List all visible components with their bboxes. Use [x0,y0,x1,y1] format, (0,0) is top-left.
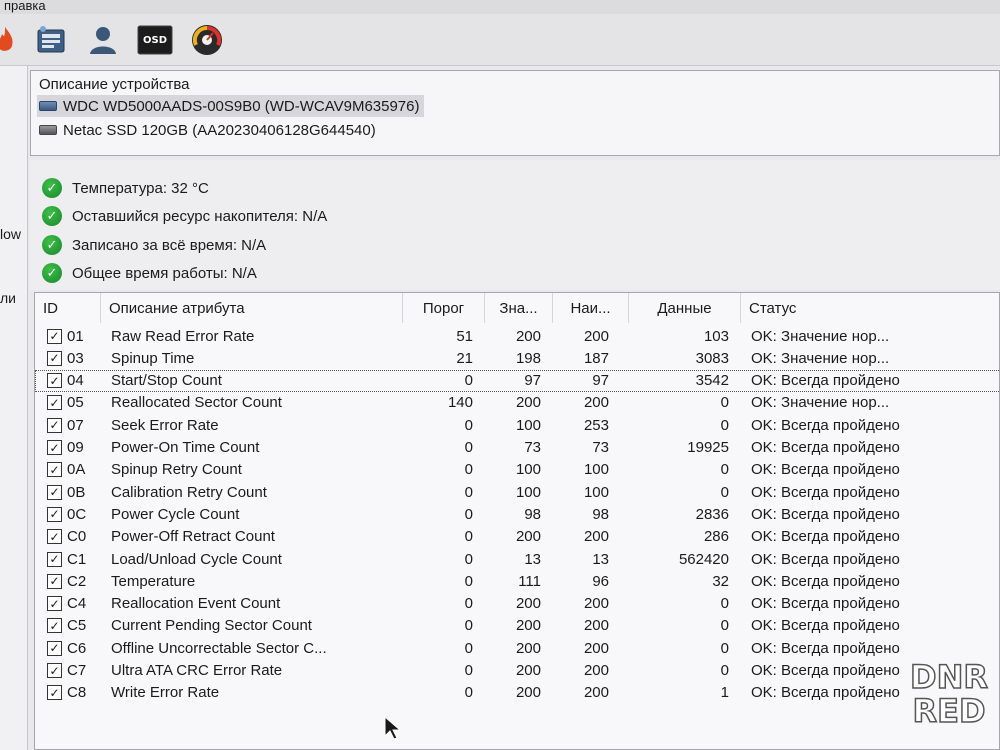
row-checkbox[interactable]: ✓ [47,462,62,477]
row-checkbox[interactable]: ✓ [47,395,62,410]
hdd-icon [39,101,57,111]
attribute-worst: 100 [583,461,609,479]
row-checkbox[interactable]: ✓ [47,529,62,544]
attribute-threshold: 21 [456,349,473,367]
cell-id [47,481,101,503]
attribute-worst: 200 [583,528,609,546]
attribute-id: 0A [67,461,86,479]
attribute-worst: 200 [583,617,609,635]
column-header[interactable]: Порог [403,293,485,323]
table-row[interactable] [35,615,1000,637]
menu-bar [0,0,1000,14]
attribute-raw-data: 19925 [687,439,729,456]
attribute-worst: 98 [592,505,609,523]
attribute-raw-data: 3542 [695,372,729,390]
row-checkbox[interactable]: ✓ [47,418,62,433]
cell-id [47,392,101,414]
table-row[interactable] [35,459,1000,481]
cell-id [47,548,101,570]
row-checkbox[interactable]: ✓ [47,440,62,455]
attribute-id: 0C [67,505,87,523]
row-checkbox[interactable]: ✓ [47,351,62,366]
attribute-worst: 187 [583,349,609,367]
attribute-raw-data: 2836 [695,505,729,523]
attribute-status: OK: Всегда пройдено [751,483,900,501]
attribute-name: Raw Read Error Rate [111,327,255,345]
attribute-threshold: 0 [464,595,473,613]
attribute-id: 0B [67,483,86,501]
row-checkbox[interactable]: ✓ [47,329,62,344]
watermark-logo [905,660,993,738]
device-label: Netac SSD 120GB (AA20230406128G644540) [63,121,376,139]
attribute-raw-data: 0 [720,394,729,412]
attribute-id: C0 [67,528,87,546]
device-item-wdc[interactable] [37,95,424,117]
table-row[interactable] [35,392,1000,414]
attribute-worst: 13 [592,550,609,568]
attribute-name: Power-On Time Count [111,439,260,456]
attribute-raw-data: 103 [703,327,729,345]
attribute-value: 100 [515,416,541,434]
status-temperature [42,177,209,199]
attribute-status: OK: Всегда пройдено [751,572,900,590]
check-icon: ✓ [42,206,62,226]
cell-id [47,459,101,481]
attribute-value: 98 [524,505,541,523]
disk-info-icon[interactable] [32,22,70,58]
ssd-icon [39,125,57,135]
attribute-value: 198 [515,349,541,367]
attribute-id: C5 [67,617,87,635]
attribute-status: OK: Всегда пройдено [751,372,900,390]
column-header[interactable]: ID [35,293,101,323]
cell-id [47,370,101,392]
attribute-status: OK: Значение нор... [751,327,890,345]
cell-id [47,637,101,659]
column-header[interactable]: Данные [629,293,741,323]
cell-id [47,503,101,525]
attribute-value: 111 [518,572,541,590]
attribute-name: Temperature [111,572,196,590]
osd-icon[interactable] [136,22,174,58]
table-row[interactable] [35,526,1000,548]
attribute-raw-data: 0 [720,639,729,657]
attribute-status: OK: Всегда пройдено [751,505,900,523]
attribute-threshold: 0 [464,416,473,434]
table-row[interactable] [35,503,1000,525]
table-row[interactable] [35,437,1000,459]
attribute-threshold: 0 [464,684,473,702]
status-remaining-life [42,205,327,227]
toolbar [0,14,1000,66]
table-row[interactable] [35,347,1000,369]
device-item-netac[interactable] [37,119,380,141]
cell-id [47,414,101,436]
left-sidebar [0,66,28,750]
check-icon: ✓ [42,235,62,255]
attribute-raw-data: 562420 [678,550,729,568]
cell-id [47,660,101,682]
attribute-name: Seek Error Rate [111,416,219,434]
attribute-raw-data: 0 [720,662,729,679]
cell-id [47,615,101,637]
attribute-status: OK: Всегда пройдено [751,595,900,613]
attribute-status: OK: Значение нор... [751,394,890,412]
attribute-threshold: 0 [464,505,473,523]
attribute-raw-data: 0 [720,595,729,613]
attribute-id: C6 [67,639,87,657]
attribute-value: 73 [524,439,541,456]
table-row[interactable] [35,481,1000,503]
cell-id [47,593,101,615]
attribute-worst: 73 [592,439,609,456]
attribute-value: 97 [524,372,541,390]
attribute-worst: 200 [583,327,609,345]
attribute-id: 01 [67,327,84,345]
status-text: Оставшийся ресурс накопителя: N/A [72,207,328,225]
attribute-value: 200 [515,595,541,613]
attribute-raw-data: 0 [720,483,729,501]
cell-id [47,437,101,459]
attribute-threshold: 140 [447,394,473,412]
attribute-id: C7 [67,662,87,679]
attribute-status: OK: Всегда пройдено [751,684,900,702]
osd-label: OSD [142,34,167,46]
attribute-worst: 97 [592,372,609,390]
attribute-id: 04 [67,372,84,390]
user-icon[interactable] [84,22,122,58]
status-summary [30,160,1000,290]
row-checkbox[interactable]: ✓ [47,552,62,567]
attribute-id: 09 [67,439,84,456]
mouse-cursor-icon [384,716,402,745]
attribute-name: Spinup Retry Count [111,461,242,479]
attribute-name: Reallocated Sector Count [111,394,282,412]
sidebar-fragment: low [0,226,22,242]
attribute-worst: 200 [583,394,609,412]
attribute-threshold: 0 [464,550,473,568]
attribute-threshold: 0 [464,639,473,657]
attribute-value: 200 [515,327,541,345]
attribute-name: Ultra ATA CRC Error Rate [111,662,283,679]
row-checkbox[interactable]: ✓ [47,574,62,589]
attribute-worst: 96 [592,572,609,590]
attribute-value: 200 [515,394,541,412]
attribute-value: 200 [515,662,541,679]
attribute-status: OK: Всегда пройдено [751,639,900,657]
attribute-name: Power-Off Retract Count [111,528,275,546]
status-text: Записано за всё время: N/A [72,236,267,254]
attribute-worst: 200 [583,684,609,702]
attribute-status: OK: Всегда пройдено [751,416,900,434]
attribute-name: Write Error Rate [111,684,220,702]
row-checkbox[interactable]: ✓ [47,373,62,388]
table-row[interactable] [35,660,1000,682]
table-row[interactable] [35,682,1000,704]
watermark-line: RED [912,692,986,730]
attribute-worst: 200 [583,595,609,613]
attribute-value: 100 [515,461,541,479]
attribute-raw-data: 0 [720,416,729,434]
attribute-value: 200 [515,528,541,546]
attribute-id: 03 [67,349,84,367]
smart-attributes-table [34,292,1000,750]
column-header[interactable]: Статус [741,293,1000,323]
attribute-name: Current Pending Sector Count [111,617,312,635]
status-total-written [42,234,266,256]
table-row[interactable] [35,414,1000,436]
attribute-status: OK: Всегда пройдено [751,550,900,568]
row-checkbox[interactable]: ✓ [47,663,62,678]
check-icon: ✓ [42,178,62,198]
attribute-threshold: 0 [464,461,473,479]
attribute-worst: 200 [583,662,609,679]
attribute-id: C1 [67,550,87,568]
menu-item-edit[interactable]: правка [4,0,46,13]
column-header[interactable]: Описание атрибута [101,293,403,323]
device-panel [30,70,1000,156]
attribute-name: Load/Unload Cycle Count [111,550,282,568]
row-checkbox[interactable]: ✓ [47,596,62,611]
attribute-id: 05 [67,394,84,412]
cell-id [47,570,101,592]
check-icon: ✓ [42,263,62,283]
attribute-name: Reallocation Event Count [111,595,281,613]
attribute-raw-data: 286 [703,528,729,546]
watermark-line: DNR [910,658,988,696]
attribute-name: Spinup Time [111,349,195,367]
row-checkbox[interactable]: ✓ [47,507,62,522]
attribute-raw-data: 32 [712,572,729,590]
attribute-threshold: 0 [464,617,473,635]
attribute-name: Offline Uncorrectable Sector C... [111,639,327,657]
attribute-raw-data: 0 [720,461,729,479]
attribute-raw-data: 1 [720,684,729,702]
attribute-id: 07 [67,416,84,434]
table-row[interactable] [35,637,1000,659]
attribute-status: OK: Всегда пройдено [751,461,900,479]
attribute-threshold: 0 [464,439,473,456]
attribute-name: Calibration Retry Count [111,483,267,501]
table-row[interactable] [35,570,1000,592]
attribute-worst: 200 [583,639,609,657]
flame-icon[interactable] [0,22,24,58]
attribute-raw-data: 3083 [695,349,729,367]
attribute-id: C2 [67,572,87,590]
attribute-value: 13 [524,550,541,568]
device-label: WDC WD5000AADS-00S9B0 (WD-WCAV9M635976) [63,97,420,115]
attribute-value: 200 [515,617,541,635]
table-row[interactable] [35,548,1000,570]
attribute-threshold: 0 [464,372,473,390]
sidebar-fragment: ли [0,290,16,306]
device-panel-header: Описание устройства [39,76,190,93]
attribute-threshold: 0 [464,483,473,501]
table-row[interactable] [35,370,1000,392]
status-text: Общее время работы: N/A [72,264,257,282]
attribute-id: C8 [67,684,87,702]
attribute-status: OK: Всегда пройдено [751,528,900,546]
attribute-status: OK: Значение нор... [751,349,890,367]
cell-id [47,325,101,347]
table-row[interactable] [35,325,1000,347]
attribute-threshold: 51 [456,327,473,345]
attribute-threshold: 0 [464,528,473,546]
attribute-worst: 253 [583,416,609,434]
attribute-name: Start/Stop Count [111,372,222,390]
table-row[interactable] [35,593,1000,615]
cell-id [47,682,101,704]
column-header[interactable]: Зна... [485,293,553,323]
row-checkbox[interactable]: ✓ [47,641,62,656]
attribute-raw-data: 0 [720,617,729,635]
status-text: Температура: 32 °C [72,179,209,197]
cell-id [47,347,101,369]
attribute-status: OK: Всегда пройдено [751,617,900,635]
attribute-value: 100 [515,483,541,501]
attribute-name: Power Cycle Count [111,505,240,523]
attribute-threshold: 0 [464,662,473,679]
attribute-id: C4 [67,595,87,613]
attribute-value: 200 [515,684,541,702]
attribute-status: OK: Всегда пройдено [751,662,900,679]
gauge-icon[interactable] [188,22,226,58]
row-checkbox[interactable]: ✓ [47,485,62,500]
attribute-status: OK: Всегда пройдено [751,439,900,456]
attribute-threshold: 0 [464,572,473,590]
column-header[interactable]: Наи... [553,293,629,323]
attribute-worst: 100 [583,483,609,501]
row-checkbox[interactable]: ✓ [47,685,62,700]
status-total-runtime [42,262,257,284]
cell-id [47,526,101,548]
attribute-value: 200 [515,639,541,657]
row-checkbox[interactable]: ✓ [47,618,62,633]
